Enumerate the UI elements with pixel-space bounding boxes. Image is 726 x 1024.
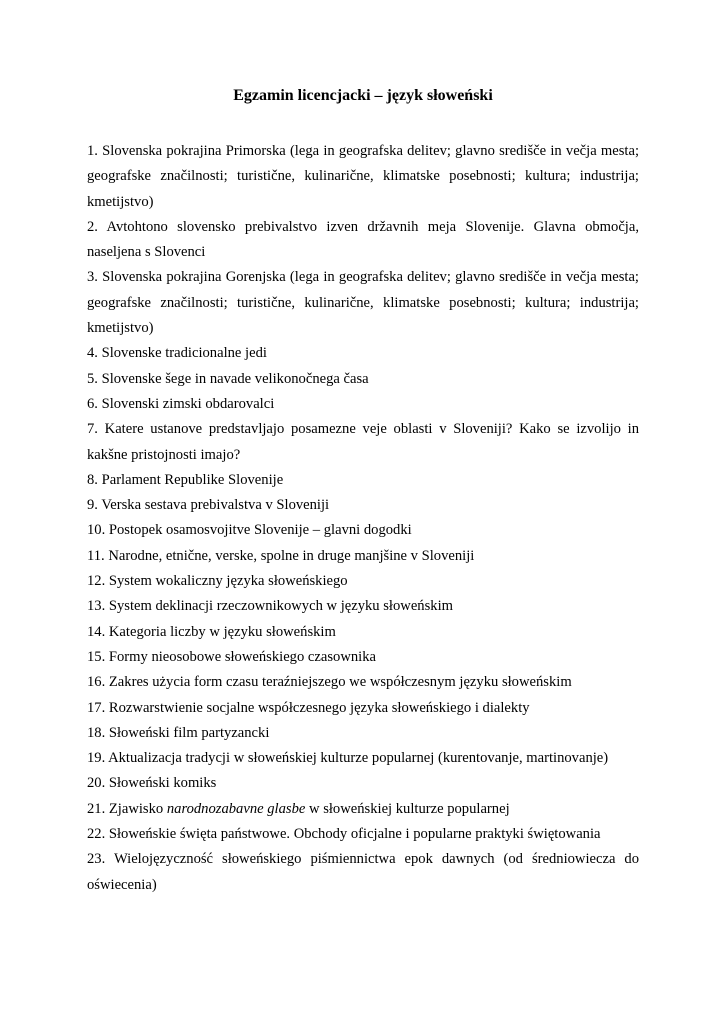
list-item-emphasis: narodnozabavne glasbe bbox=[166, 800, 306, 817]
list-item: 12. System wokaliczny języka słoweńskiego bbox=[87, 573, 348, 590]
list-item: 15. Formy nieosobowe słoweńskiego czasownika bbox=[87, 648, 376, 665]
list-item: 20. Słoweński komiks bbox=[87, 775, 217, 792]
list-item: 22. Słoweńskie święta państwowe. Obchody oficjalne i popularne praktyki świętowania bbox=[87, 826, 601, 843]
list-item-text: w słoweńskiej kulturze popularnej bbox=[305, 800, 510, 817]
list-item: 9. Verska sestava prebivalstva v Sloveniji bbox=[87, 497, 330, 514]
list-item bbox=[87, 797, 639, 822]
document-title: Egzamin licencjacki – język słoweński bbox=[233, 87, 493, 104]
list-item: 17. Rozwarstwienie socjalne współczesnego języka słoweńskiego i dialekty bbox=[87, 699, 530, 716]
list-item: 14. Kategoria liczby w języku słoweńskim bbox=[87, 623, 336, 640]
list-item: 8. Parlament Republike Slovenije bbox=[87, 471, 284, 488]
list-item: 4. Slovenske tradicionalne jedi bbox=[87, 345, 267, 362]
list-item: 2. Avtohtono slovensko prebivalstvo izven državnih meja Slovenije. Glavna območja, naseljena s Slovenci bbox=[87, 218, 639, 261]
list-item: 23. Wielojęzyczność słoweńskiego piśmiennictwa epok dawnych (od średniowiecza do oświecenia) bbox=[87, 851, 639, 893]
topic-list bbox=[87, 139, 639, 898]
list-item: 11. Narodne, etnične, verske, spolne in druge manjšine v Sloveniji bbox=[87, 547, 475, 564]
list-item: 19. Aktualizacja tradycji w słoweńskiej kulturze popularnej (kurentovanje, martinovanje) bbox=[87, 750, 609, 767]
list-item: 7. Katere ustanove predstavljajo posamezne veje oblasti v Sloveniji? Kako se izvolijo in kakšne pristojnosti imajo? bbox=[87, 421, 639, 463]
list-item: 18. Słoweński film partyzancki bbox=[87, 724, 270, 741]
list-item: 5. Slovenske šege in navade velikonočnega časa bbox=[87, 370, 369, 387]
list-item: 10. Postopek osamosvojitve Slovenije – glavni dogodki bbox=[87, 522, 412, 539]
list-item: 6. Slovenski zimski obdarovalci bbox=[87, 395, 275, 412]
list-item: 1. Slovenska pokrajina Primorska (lega in geografska delitev; glavno središče in večja mesta; geografske značilnosti; turistične, kulinarične, klimatske posebnosti; kultura; industrija; kmetijstvo) bbox=[87, 143, 639, 210]
list-item-text: 21. Zjawisko bbox=[87, 800, 167, 817]
list-item: 16. Zakres użycia form czasu teraźniejszego we współczesnym języku słoweńskim bbox=[87, 674, 572, 691]
list-item: 3. Slovenska pokrajina Gorenjska (lega in geografska delitev; glavno središče in večja mesta; geografske značilnosti; turistične, kulinarične, klimatske posebnosti; kultura; industrija; kmetijstvo) bbox=[87, 269, 639, 337]
list-item: 13. System deklinacji rzeczownikowych w języku słoweńskim bbox=[87, 598, 453, 615]
